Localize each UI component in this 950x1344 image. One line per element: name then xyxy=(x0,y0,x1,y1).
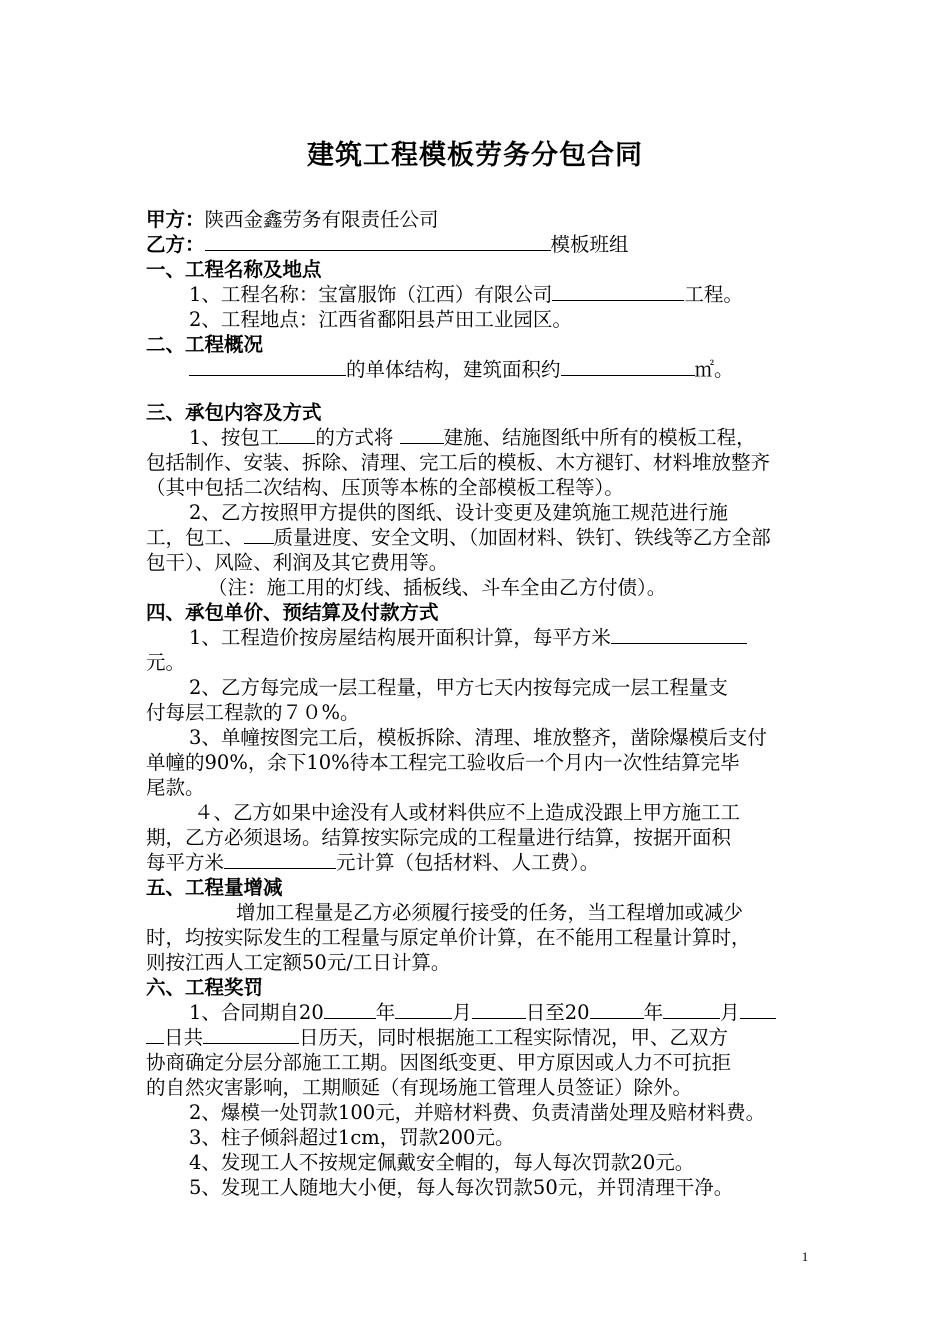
s6-p3: 3、柱子倾斜超过1cm，罚款200元。 xyxy=(189,1126,515,1149)
s5-line3: 则按江西人工定额50元/工日计算。 xyxy=(146,951,451,974)
s5-line2: 时，均按实际发生的工程量与原定单价计算，在不能用工程量计算时， xyxy=(146,926,751,949)
section-3-heading: 三、承包内容及方式 xyxy=(146,401,322,424)
s3-p2-line2 xyxy=(146,525,820,550)
overview-line xyxy=(146,357,820,382)
contract-type-blank xyxy=(279,425,315,444)
s3-p1-text-b: 的方式将 xyxy=(315,426,394,449)
area-blank xyxy=(561,357,695,376)
s3-p2-blank xyxy=(244,525,274,544)
start-year-blank xyxy=(324,1000,376,1019)
total-days-blank xyxy=(203,1025,299,1044)
overview-text: 的单体结构，建筑面积约 xyxy=(346,358,561,381)
s3-p2-line3: 包干）、风险、利润及其它费用等。 xyxy=(146,551,449,574)
s3-p1-line2: 包括制作、安装、拆除、清理、完工后的模板、木方褪钉、材料堆放整齐 xyxy=(146,451,771,474)
settlement-price-blank xyxy=(224,850,336,869)
s4-p2-line2: 付每层工程款的７０%。 xyxy=(146,701,360,724)
s4-p4-text-b: 元计算（包括材料、人工费）。 xyxy=(336,851,600,874)
end-month-label: 月 xyxy=(720,1001,740,1024)
start-month-label: 月 xyxy=(452,1001,472,1024)
s6-p1-text: 日历天，同时根据施工工程实际情况，甲、乙双方 xyxy=(299,1026,729,1049)
s4-p4-text-a: 每平方米 xyxy=(146,851,225,874)
s3-p1-line1 xyxy=(146,425,820,450)
section-5-heading: 五、工程量增减 xyxy=(146,876,283,899)
unit-price-blank xyxy=(611,625,747,644)
section-4-heading: 四、承包单价、预结算及付款方式 xyxy=(146,601,439,624)
s6-p1-line3: 协商确定分层分部施工工期。因图纸变更、甲方原因或人力不可抗拒 xyxy=(146,1051,732,1074)
project-location-line: 2、工程地点：江西省鄱阳县芦田工业园区。 xyxy=(189,308,572,331)
s4-p3-line2: 单幢的90%，余下10%待本工程完工验收后一个月内一次性结算完毕 xyxy=(146,751,740,774)
party-b-suffix: 模板班组 xyxy=(550,233,629,256)
start-year-label: 年 xyxy=(375,1001,396,1024)
total-days-label: 日共 xyxy=(164,1026,204,1049)
party-a-line xyxy=(146,207,820,232)
s6-p1-line1 xyxy=(146,1000,820,1025)
page-number: 1 xyxy=(801,1249,809,1264)
project-name-line xyxy=(146,282,820,307)
spacer xyxy=(146,382,820,400)
s4-p1-line2: 元。 xyxy=(146,651,186,674)
end-year-label: 年 xyxy=(643,1001,664,1024)
area-unit: ㎡。 xyxy=(694,358,734,381)
s4-p2-line1: 2、乙方每完成一层工程量，甲方七天内按每完成一层工程量支 xyxy=(189,676,728,699)
s3-p1-line3: （其中包括二次结构、压顶等本栋的全部模板工程等）。 xyxy=(146,476,624,499)
end-month-blank xyxy=(663,1000,720,1019)
s6-p2: 2、爆模一处罚款100元，并赔材料费、负责清凿处理及赔材料费。 xyxy=(189,1101,766,1124)
document-title: 建筑工程模板劳务分包合同 xyxy=(307,140,643,171)
s4-p4-line3 xyxy=(146,850,820,875)
s4-p3-line3: 尾款。 xyxy=(146,776,205,799)
project-name-text: 1、工程名称：宝富服饰（江西）有限公司 xyxy=(189,283,553,306)
s3-p2-line1: 2、乙方按照甲方提供的图纸、设计变更及建筑施工规范进行施 xyxy=(189,501,728,524)
project-name-suffix: 工程。 xyxy=(684,283,743,306)
s6-p4: 4、发现工人不按规定佩戴安全帽的，每人每次罚款20元。 xyxy=(189,1151,695,1174)
section-6-heading: 六、工程奖罚 xyxy=(146,976,264,999)
s4-p4-line1: ４、乙方如果中途没有人或材料供应不上造成没跟上甲方施工工 xyxy=(194,801,741,824)
s4-p4-line2: 期，乙方必须退场。结算按实际完成的工程量进行结算，按据开面积 xyxy=(146,826,732,849)
start-day-blank xyxy=(472,1000,526,1019)
end-day-blank-b xyxy=(146,1025,164,1044)
party-b-label: 乙方： xyxy=(146,233,205,256)
project-name-blank xyxy=(552,282,684,301)
party-a-label: 甲方： xyxy=(146,208,205,231)
s3-p1-text-a: 1、按包工 xyxy=(189,426,280,449)
s3-p2-text-a: 工，包工、 xyxy=(146,526,244,549)
s6-p1-line4: 的自然灾害影响，工期顺延（有现场施工管理人员签证）除外。 xyxy=(146,1076,693,1099)
end-year-prefix: 日至20 xyxy=(525,1001,590,1024)
structure-blank xyxy=(189,357,346,376)
s6-p5: 5、发现工人随地大小便，每人每次罚款50元，并罚清理干净。 xyxy=(189,1176,734,1199)
s3-p2-text-b: 质量进度、安全文明、（加固材料、铁钉、铁线等乙方全部 xyxy=(273,526,771,549)
party-a-name: 陕西金鑫劳务有限责任公司 xyxy=(204,208,439,231)
building-blank xyxy=(400,425,444,444)
s4-p1-text: 1、工程造价按房屋结构展开面积计算，每平方米 xyxy=(189,626,611,649)
s5-line1: 增加工程量是乙方必须履行接受的任务，当工程增加或减少 xyxy=(236,901,744,924)
s4-p3-line1: 3、单幢按图完工后，模板拆除、清理、堆放整齐，凿除爆模后支付 xyxy=(189,726,767,749)
party-b-line xyxy=(146,232,820,257)
section-1-heading: 一、工程名称及地点 xyxy=(146,258,322,281)
start-month-blank xyxy=(395,1000,452,1019)
end-year-blank xyxy=(590,1000,644,1019)
section-2-heading: 二、工程概况 xyxy=(146,333,264,356)
s3-p1-text-c: 建施、结施图纸中所有的模板工程， xyxy=(443,426,756,449)
start-year-prefix: 1、合同期自20 xyxy=(189,1001,324,1024)
contract-body xyxy=(146,207,820,1200)
s4-p1-line1 xyxy=(146,625,820,650)
end-day-blank-a xyxy=(740,1000,776,1019)
party-b-blank xyxy=(205,232,551,251)
s3-note: （注：施工用的灯线、插板线、斗车全由乙方付债）。 xyxy=(208,576,667,599)
s6-p1-line2 xyxy=(146,1025,820,1050)
